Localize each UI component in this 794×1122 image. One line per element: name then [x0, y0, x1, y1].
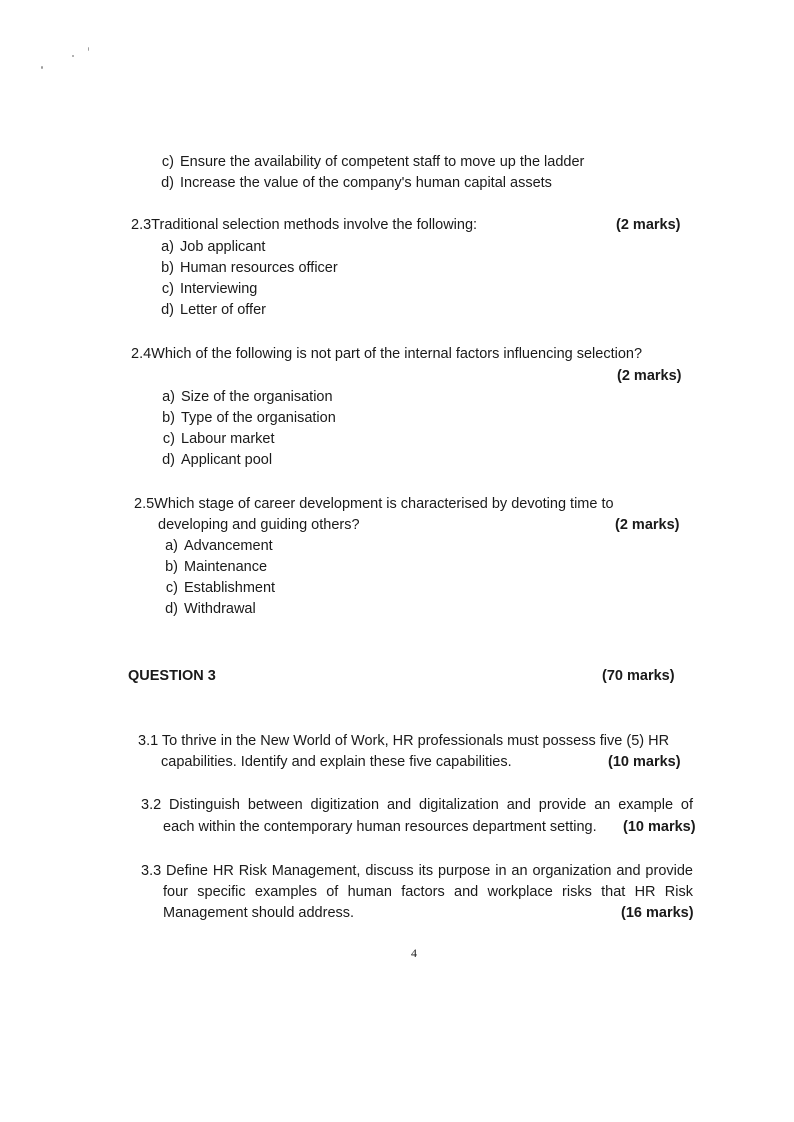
scan-speck — [72, 55, 74, 57]
option-a — [154, 538, 273, 554]
question-3-3-marks: (16 marks) — [621, 905, 694, 921]
option-text: Type of the organisation — [181, 410, 336, 426]
question-3-3-line3: Management should address. — [163, 905, 355, 921]
option-d-continued — [150, 175, 552, 191]
question-text: Which of the following is not part of the internal factors influencing selection? — [151, 346, 643, 362]
question-3-2-line2: each within the contemporary human resources department setting. — [163, 819, 597, 835]
question-3-heading: QUESTION 3 — [128, 668, 216, 684]
option-letter: d) — [165, 601, 178, 617]
question-number: 2.5 — [134, 496, 155, 512]
question-3-1-marks: (10 marks) — [608, 754, 681, 770]
option-text: Increase the value of the company's human capital assets — [180, 175, 552, 191]
option-letter: a) — [162, 389, 175, 405]
option-letter: b) — [161, 260, 174, 276]
option-d — [154, 601, 256, 617]
option-letter: d) — [161, 175, 174, 191]
question-3-2-marks: (10 marks) — [623, 819, 696, 835]
question-2-3 — [131, 217, 477, 233]
question-3-3-text: 3.3 Define HR Risk Management, discuss its purpose in an organization and provide — [141, 863, 693, 879]
option-d — [150, 302, 266, 318]
option-text: Letter of offer — [180, 302, 266, 318]
question-2-4 — [131, 346, 642, 362]
option-text: Ensure the availability of competent staff to move up the ladder — [180, 154, 585, 170]
page-number: 4 — [411, 946, 417, 960]
question-text: Which stage of career development is characterised by devoting time to — [154, 496, 614, 512]
option-text: Size of the organisation — [181, 389, 333, 405]
question-number: 2.3 — [131, 217, 152, 233]
option-text: Job applicant — [180, 239, 266, 255]
question-2-5 — [134, 496, 614, 512]
option-text: Establishment — [184, 580, 276, 596]
option-b — [154, 559, 267, 575]
option-b — [150, 260, 338, 276]
option-c — [154, 580, 275, 596]
question-text: Traditional selection methods involve the following: — [151, 217, 478, 233]
option-a — [151, 389, 333, 405]
option-letter: c) — [161, 154, 174, 170]
scan-speck — [41, 66, 43, 69]
scan-speck — [88, 47, 89, 51]
question-2-3-marks: (2 marks) — [616, 217, 681, 233]
option-letter: d) — [161, 302, 174, 318]
option-c — [151, 431, 275, 447]
question-2-4-marks: (2 marks) — [617, 368, 682, 384]
option-c-continued — [150, 154, 584, 170]
option-letter: c) — [162, 431, 175, 447]
option-letter: c) — [165, 580, 178, 596]
question-number: 2.4 — [131, 346, 152, 362]
option-a — [150, 239, 265, 255]
option-text: Labour market — [181, 431, 275, 447]
question-3-3-line1 — [141, 863, 693, 879]
option-letter: c) — [161, 281, 174, 297]
option-text: Maintenance — [184, 559, 268, 575]
question-3-2-text: 3.2 Distinguish between digitization and digitalization and provide an example of — [141, 797, 693, 813]
option-letter: a) — [165, 538, 178, 554]
option-text: Interviewing — [180, 281, 258, 297]
question-3-2-line1 — [141, 797, 693, 813]
option-b — [151, 410, 336, 426]
question-3-1-line1: 3.1 To thrive in the New World of Work, HR professionals must possess five (5) HR — [138, 733, 670, 749]
question-2-5-line2: developing and guiding others? — [158, 517, 360, 533]
question-2-5-marks: (2 marks) — [615, 517, 680, 533]
option-text: Withdrawal — [184, 601, 256, 617]
question-3-marks: (70 marks) — [602, 668, 675, 684]
option-text: Human resources officer — [180, 260, 338, 276]
option-text: Advancement — [184, 538, 273, 554]
option-text: Applicant pool — [181, 452, 273, 468]
option-letter: b) — [162, 410, 175, 426]
option-letter: a) — [161, 239, 174, 255]
question-3-3-text-line2: four specific examples of human factors and workplace risks that HR Risk — [163, 884, 693, 900]
option-letter: b) — [165, 559, 178, 575]
option-c — [150, 281, 257, 297]
question-3-1-line2: capabilities. Identify and explain these five capabilities. — [161, 754, 512, 770]
option-letter: d) — [162, 452, 175, 468]
question-3-3-line2 — [163, 884, 693, 900]
option-d — [151, 452, 272, 468]
